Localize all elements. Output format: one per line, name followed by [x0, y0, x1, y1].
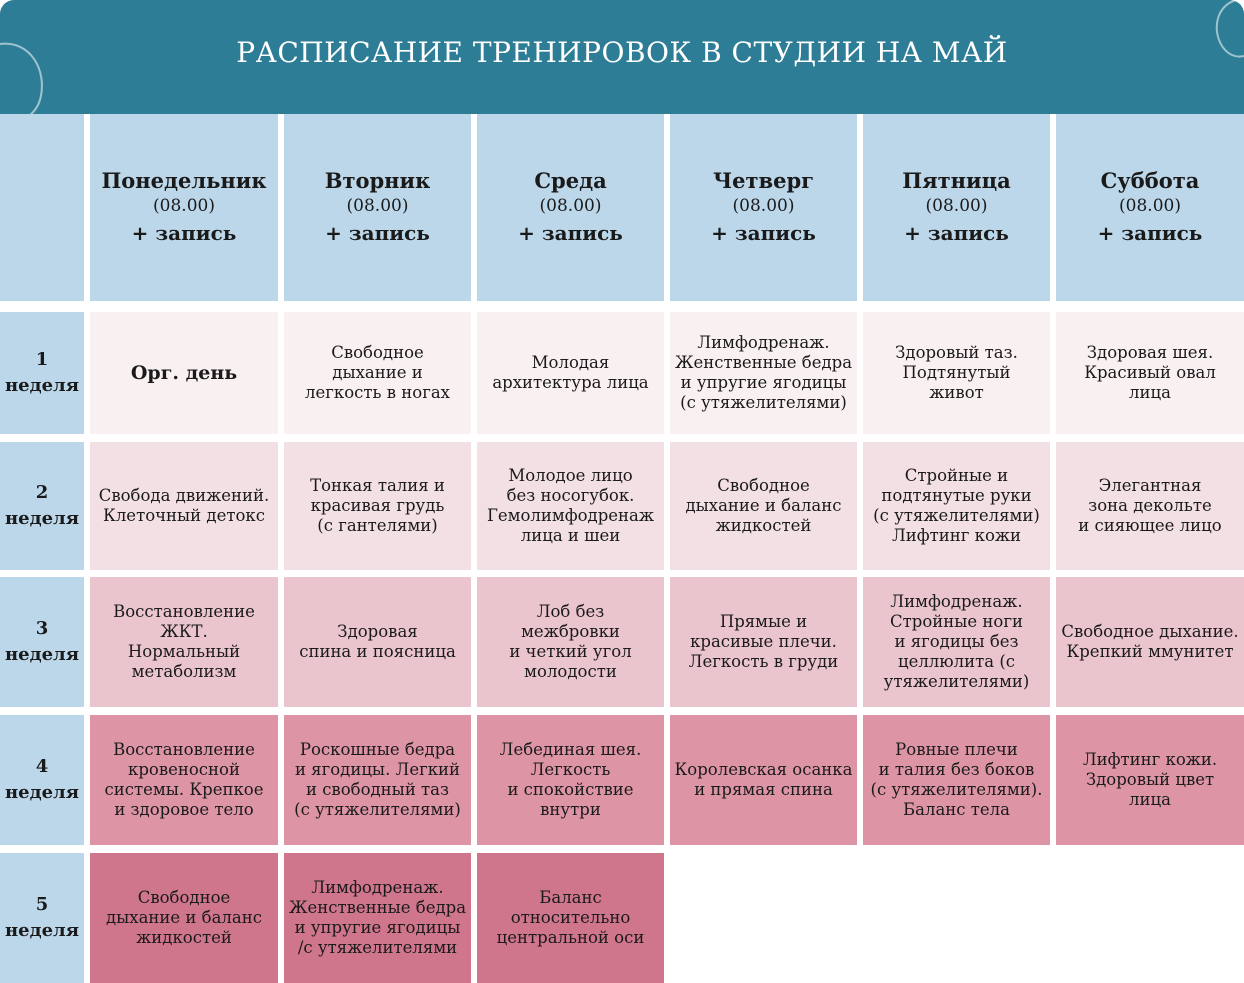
schedule-cell: Тонкая талия и красивая грудь (с гантелями): [284, 442, 471, 570]
schedule-cell: Лебединая шея. Легкость и спокойствие внутри: [477, 715, 664, 845]
day-time: (08.00): [732, 195, 795, 216]
day-time: (08.00): [925, 195, 988, 216]
day-header-cell: [90, 114, 278, 301]
day-header-cell: [863, 114, 1050, 301]
schedule-table: [0, 114, 1244, 983]
schedule-cell: Здоровый таз. Подтянутый живот: [863, 312, 1050, 434]
schedule-cell: Элегантная зона декольте и сияющее лицо: [1056, 442, 1244, 570]
day-time: (08.00): [1119, 195, 1181, 216]
corner-cell: [0, 114, 84, 301]
schedule-cell: Лоб без межбровки и четкий угол молодости: [477, 577, 664, 707]
week-number: 1: [35, 349, 49, 370]
schedule-cell: Ровные плечи и талия без боков (с утяжелителями). Баланс тела: [863, 715, 1050, 845]
day-header-cell: [284, 114, 471, 301]
schedule-cell: Свободное дыхание и баланс жидкостей: [90, 853, 278, 983]
day-note: + запись: [518, 220, 623, 245]
week-label: неделя: [4, 644, 80, 665]
page-title: РАСПИСАНИЕ ТРЕНИРОВОК В СТУДИИ НА МАЙ: [236, 36, 1008, 69]
week-label-cell: [0, 577, 84, 707]
day-time: (08.00): [153, 195, 215, 216]
day-name: Четверг: [712, 167, 815, 193]
day-time: (08.00): [346, 195, 409, 216]
week-label-cell: [0, 442, 84, 570]
schedule-cell: Баланс относительно центральной оси: [477, 853, 664, 983]
day-name: Среда: [534, 167, 607, 193]
week-label-cell: [0, 312, 84, 434]
schedule-cell: Стройные и подтянутые руки (с утяжелителями) Лифтинг кожи: [863, 442, 1050, 570]
day-note: + запись: [325, 220, 430, 245]
day-header-cell: [670, 114, 857, 301]
schedule-cell: Свободное дыхание и баланс жидкостей: [670, 442, 857, 570]
schedule-cell: Лимфодренаж. Женственные бедра и упругие ягодицы /с утяжелителями: [284, 853, 471, 983]
schedule-cell: Орг. день: [90, 312, 278, 434]
week-number: 2: [35, 482, 49, 503]
week-label: неделя: [4, 375, 80, 396]
schedule-cell: Королевская осанка и прямая спина: [670, 715, 857, 845]
schedule-cell: Лимфодренаж. Женственные бедра и упругие ягодицы (с утяжелителями): [670, 312, 857, 434]
schedule-cell: Прямые и красивые плечи. Легкость в груди: [670, 577, 857, 707]
schedule-cell: Восстановление кровеносной системы. Крепкое и здоровое тело: [90, 715, 278, 845]
day-time: (08.00): [539, 195, 602, 216]
week-label-cell: [0, 715, 84, 845]
day-note: + запись: [1097, 220, 1203, 245]
schedule-cell: Роскошные бедра и ягодицы. Легкий и свободный таз (с утяжелителями): [284, 715, 471, 845]
week-label: неделя: [4, 920, 80, 941]
schedule-cell: Свобода движений. Клеточный детокс: [90, 442, 278, 570]
day-note: + запись: [131, 220, 237, 245]
week-number: 5: [35, 894, 49, 915]
week-number: 3: [35, 618, 49, 639]
day-name: Вторник: [324, 167, 431, 193]
schedule-cell: Лимфодренаж. Стройные ноги и ягодицы без целлюлита (с утяжелителями): [863, 577, 1050, 707]
schedule-cell: Свободное дыхание и легкость в ногах: [284, 312, 471, 434]
page-header: [0, 0, 1244, 114]
schedule-cell: Молодое лицо без носогубок. Гемолимфодренаж лица и шеи: [477, 442, 664, 570]
schedule-cell: Лифтинг кожи. Здоровый цвет лица: [1056, 715, 1244, 845]
week-label: неделя: [4, 782, 80, 803]
schedule-cell: Здоровая шея. Красивый овал лица: [1056, 312, 1244, 434]
schedule-cell: Свободное дыхание. Крепкий ммунитет: [1056, 577, 1244, 707]
day-header-cell: [477, 114, 664, 301]
day-name: Суббота: [1100, 167, 1200, 193]
day-header-cell: [1056, 114, 1244, 301]
schedule-cell: Молодая архитектура лица: [477, 312, 664, 434]
day-name: Понедельник: [101, 167, 267, 193]
day-note: + запись: [711, 220, 816, 245]
day-note: + запись: [904, 220, 1009, 245]
week-label-cell: [0, 853, 84, 983]
week-number: 4: [35, 756, 49, 777]
week-label: неделя: [4, 508, 80, 529]
day-name: Пятница: [902, 167, 1011, 193]
schedule-cell: Восстановление ЖКТ. Нормальный метаболизм: [90, 577, 278, 707]
schedule-cell: Здоровая спина и поясница: [284, 577, 471, 707]
